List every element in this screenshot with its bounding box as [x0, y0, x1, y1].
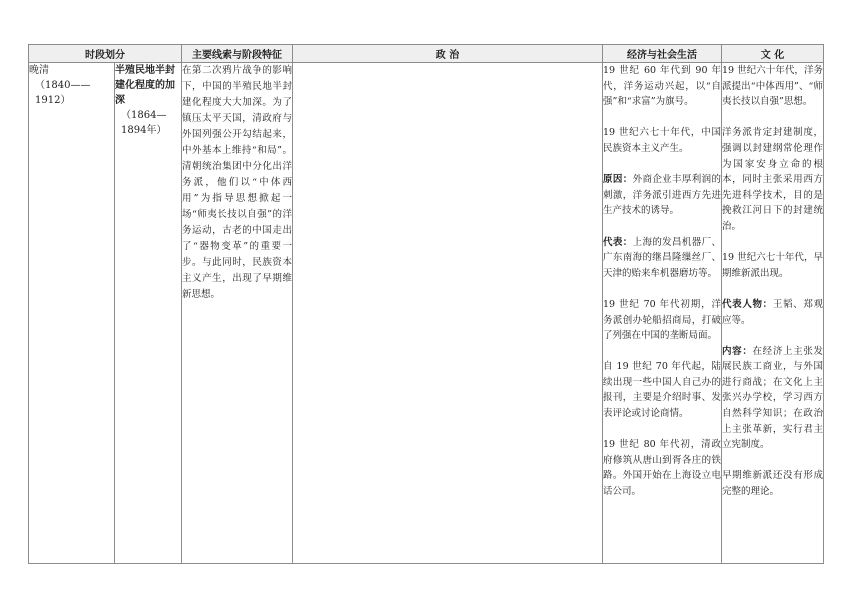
economy-item: 自 19 世纪 70 年代起，陆续出现一些中国人自己办的报刊，主要是介绍时事、发表评论或讨论商情。	[603, 361, 721, 420]
representatives-label: 代表人物：	[722, 298, 773, 310]
stage-cell	[115, 63, 182, 564]
examples-label: 代表：	[603, 236, 633, 248]
culture-cell	[722, 63, 824, 564]
economy-item: 19 世纪六七十年代，中国民族资本主义产生。	[603, 127, 721, 154]
culture-item: 洋务派肯定封建制度，强调以封建纲常伦理作为国家安身立命的根本，同时主张采用西方先进科学技术，目的是挽救江河日下的封建统治。	[722, 127, 823, 232]
culture-item: 19 世纪六十年代，洋务派提出“中体西用”、“师夷长技以自强”思想。	[722, 65, 823, 108]
header-row	[29, 45, 824, 63]
header-culture: 文 化	[722, 45, 824, 63]
examples-text: 上海的发昌机器厂、广东南海的继昌隆缫丝厂、天津的贻来牟机器磨坊等。	[603, 236, 721, 279]
economy-item: 19 世纪 80 年代初，清政府修筑从唐山到胥各庄的铁路。外国开始在上海设立电话公司。	[603, 439, 721, 498]
stage-title: 半殖民地半封建化程度的加深	[115, 65, 175, 106]
content-text: 在经济上主张发展民族工商业，与外国进行商战；在文化上主张兴办学校，学习西方自然科学知识；在政治上主张革新，实行君主立宪制度。	[722, 345, 823, 451]
table-row	[29, 63, 824, 564]
cause-label: 原因：	[603, 174, 633, 186]
features-cell: 在第二次鸦片战争的影响下，中国的半殖民地半封建化程度大大加深。为了镇压太平天国，清政府与外国列强公开勾结起来，中外基本上维持“和局”。清朝统治集团中分化出洋务派，他们以“中体西用”为指导思想掀起一场“师夷长技以自强”的洋务运动，古老的中国走出了“器物变革”的重要一步。与此同时，民族资本主义产生，出现了早期维新思想。	[182, 63, 293, 564]
header-period: 时段划分	[29, 45, 182, 63]
representatives-text: 王韬、郑观应等。	[722, 298, 823, 326]
economy-item: 19 世纪 60 年代到 90 年代，洋务运动兴起，以“自强”和“求富”为旗号。	[603, 65, 721, 108]
header-economy: 经济与社会生活	[603, 45, 722, 63]
cause-text: 外商企业丰厚利润的刺激，洋务派引进西方先进生产技术的诱导。	[603, 174, 721, 217]
era-years: （1840——1912）	[35, 80, 91, 106]
culture-item	[722, 344, 823, 453]
era-cell	[29, 63, 115, 564]
header-features: 主要线索与阶段特征	[182, 45, 293, 63]
header-politics: 政 治	[293, 45, 603, 63]
content-label: 内容：	[722, 345, 753, 357]
stage-years: （1864—1894年）	[121, 110, 167, 136]
politics-cell	[293, 63, 603, 564]
economy-item	[603, 235, 721, 282]
culture-item	[722, 297, 823, 328]
era-name: 晚清	[29, 65, 49, 76]
culture-item: 早期维新派还没有形成完整的理论。	[722, 470, 823, 498]
economy-cell	[603, 63, 722, 564]
history-table	[28, 44, 824, 564]
economy-item	[603, 172, 721, 219]
culture-item: 19 世纪六七十年代，早期维新派出现。	[722, 252, 823, 279]
economy-item: 19 世纪 70 年代初期，洋务派创办轮船招商局，打破了列强在中国的垄断局面。	[603, 298, 721, 342]
